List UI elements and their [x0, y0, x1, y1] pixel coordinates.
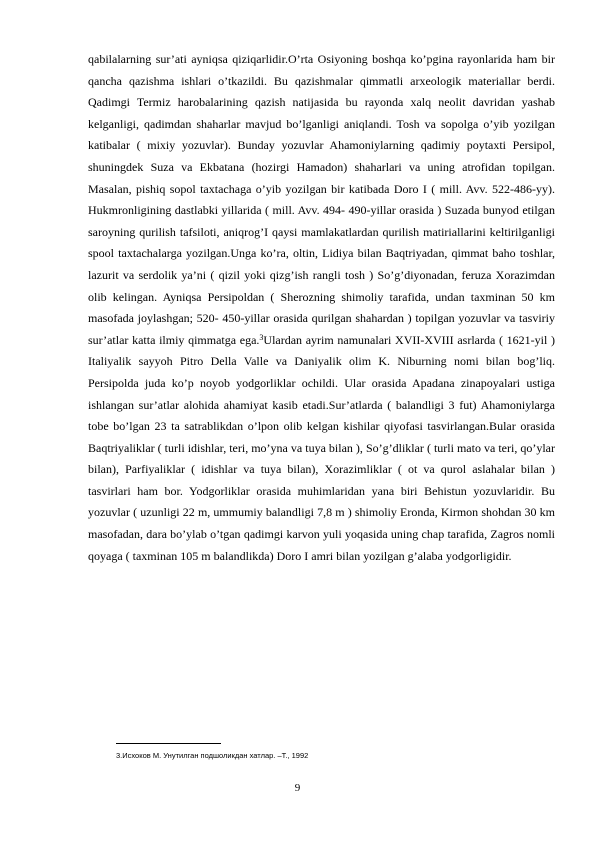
- footnote-marker[interactable]: 3: [259, 332, 264, 342]
- footnote: 3.Исхоков М. Унутилган подшоликдан хатлар. –Т., 1992: [116, 751, 309, 760]
- footnote-separator: [116, 743, 221, 744]
- body-paragraph: [88, 49, 555, 567]
- page-number: 9: [294, 782, 301, 794]
- paragraph-text-part2: Ulardan ayrim namunalari XVII-XVIII asrlarda ( 1621-yil ) Italiyalik sayyoh Pitro Della Valle va Daniyalik olim K. Niburning nomi bilan bog’liq. Persipolda juda ko’p noyob yodgorliklar ochildi. Ular orasida Apadana zinapoyalari ustiga ishlangan sur’atlar alohida ahamiyat kasib etadi.Sur’atlarda ( balandligi 3 fut) Ahamoniylarga tobe bo’lgan 23 ta satrablikdan o’lpon olib kelgan kishilar qiyofasi tasvirlangan.Bular orasida Baqtriyaliklar ( turli idishlar, teri, mo’yna va tuya bilan ), So’g’dliklar ( turli mato va teri, qo’ylar bilan), Parfiyaliklar ( idishlar va tuya bilan), Xorazimliklar ( ot va qurol aslahalar bilan ) tasvirlari ham bor. Yodgorliklar orasida muhimlaridan yana biri Behistun yozuvlaridir. Bu yozuvlar ( uzunligi 22 m, ummumiy balandligi 7,8 m ) shimoliy Eronda, Kirmon shohdan 30 km masofadan, dara bo’ylab o’tgan qadimgi karvon yuli yoqasida uning chap tarafida, Zagros nomli qoyaga ( taxminan 105 m balandlikda) Doro I amri bilan yozilgan g’alaba yodgorligidir.: [88, 332, 555, 563]
- paragraph-text-part1: qabilalarning sur’ati ayniqsa qiziqarlidir.O’rta Osiyoning boshqa ko’pgina rayonlarida ham bir qancha qazishma ishlari o’tkazildi. Bu qazishmalar qimmatli arxeologik materiallar berdi. Qadimgi Termiz harobalarining qazish natijasida bu rayonda xalq neolit davridan yashab kelganligi, qadimdan shaharlar mavjud bo’lganligi aniqlandi. Tosh va sopolga o’yib yozilgan katibalar ( mixiy yozuvlar). Bunday yozuvlar Ahamoniylarning qadimiy poytaxti Persipol, shuningdek Suza va Ekbatana (hozirgi Hamadon) shaharlari va uning atrofidan topilgan. Masalan, pishiq sopol taxtachaga o’yib yozilgan bir katibada Doro I ( mill. Avv. 522-486-yy). Hukmronligining dastlabki yillarida ( mill. Avv. 494- 490-yillar orasida ) Suzada bunyod etilgan saroyning qurilish tafsiloti, aniqrog’I qaysi mamlakatlardan qurilish matiriallarini keltirilganligi spool taxtachalarga yozilgan.Unga ko’ra, oltin, Lidiya bilan Baqtriyadan, qimmat baho toshlar, lazurit va serdolik ya’ni ( qizil yoki qizg’ish rangli tosh ) So’g’diyonadan, feruza Xorazimdan olib kelingan. Ayniqsa Persipoldan ( Sherozning shimoliy tarafida, undan taxminan 50 km masofada joylashgan; 520- 450-yillar orasida qurilgan shahardan ) topilgan yozuvlar va tasviriy sur’atlar katta ilmiy qimmatga ega.: [88, 52, 555, 347]
